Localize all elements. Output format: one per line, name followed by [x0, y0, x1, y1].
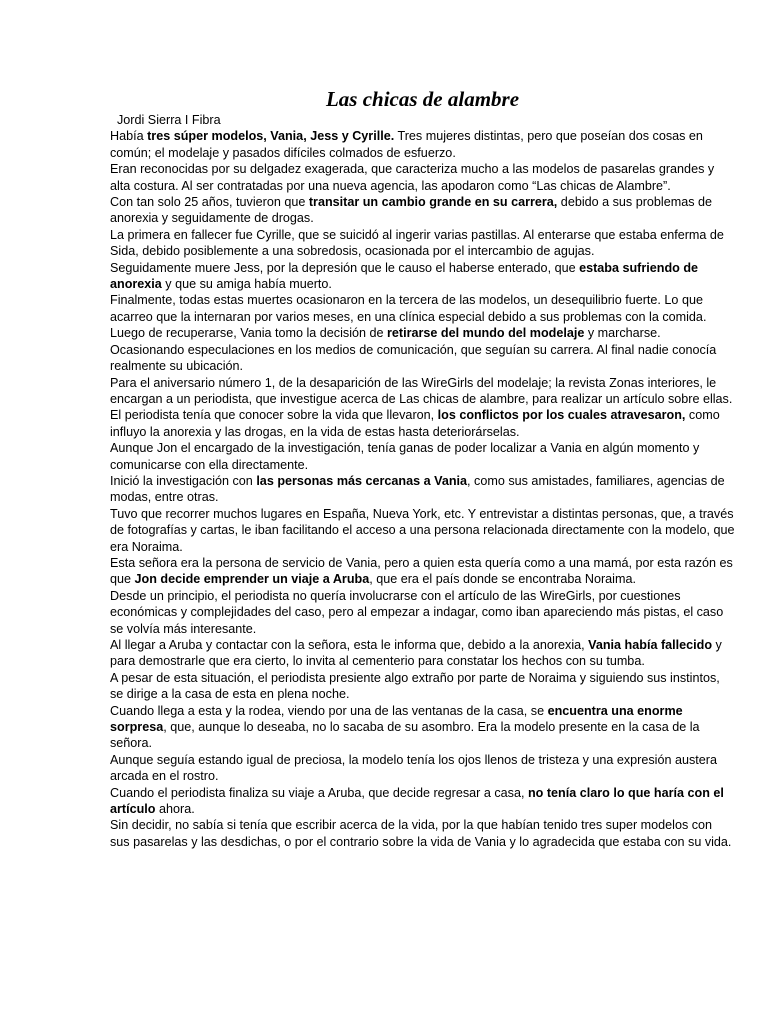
paragraph — [110, 292, 735, 325]
paragraph — [110, 260, 735, 293]
text-run: Seguidamente muere Jess, por la depresión que le causo el haberse enterado, que — [110, 260, 580, 275]
text-run: Con tan solo 25 años, tuvieron que — [110, 195, 309, 210]
text-run: debido a sus problemas de anorexia y seguidamente de drogas. — [110, 195, 713, 226]
paragraph — [110, 637, 735, 670]
bold-text: los conflictos por los cuales atravesaron, — [437, 408, 686, 423]
text-run: y que su amiga había muerto. — [161, 277, 332, 292]
text-run: Al llegar a Aruba y contactar con la señora, esta le informa que, debido a la anorexia, — [110, 638, 589, 652]
text-run: Ocasionando especulaciones en los medios de comunicación, que seguían su carrera. Al final nadie conocía realmente su ubicación. — [110, 342, 717, 374]
paragraph — [110, 588, 735, 637]
paragraph — [110, 440, 735, 473]
paragraph — [110, 128, 735, 161]
text-run: Desde un principio, el periodista no quería involucrarse con el artículo de las WireGirls, por cuestiones económicas y complejidades del caso, pero al empezar a indagar, como iban apareciendo más pistas, el caso se volvía más interesante. — [110, 588, 724, 636]
text-run: , que, aunque lo deseaba, no lo sacaba de su asombro. Era la modelo presente en la casa de la señora. — [110, 720, 700, 751]
paragraph — [110, 325, 735, 341]
text-run: A pesar de esta situación, el periodista presiente algo extraño por parte de Noraima y siguiendo sus instintos, se dirige a la casa de esta en plena noche. — [110, 670, 720, 702]
document-author: Jordi Sierra I Fibra — [117, 113, 221, 127]
paragraph — [110, 670, 735, 703]
text-run: Finalmente, todas estas muertes ocasionaron en la tercera de las modelos, un desequilibrio fuerte. Lo que acarreo que la internaran por varios meses, en una clínica especial debido a sus problemas con la comida. — [110, 293, 707, 324]
text-run: Tres mujeres distintas, pero que poseían dos cosas en común; el modelaje y pasados difíciles colmados de esfuerzo. — [110, 129, 703, 160]
paragraph — [110, 227, 735, 260]
bold-text: Vania había fallecido — [588, 638, 713, 652]
paragraph — [110, 785, 735, 818]
paragraph — [110, 817, 735, 850]
bold-text: Jon decide emprender un viaje a Aruba — [134, 572, 370, 587]
paragraph — [110, 703, 735, 752]
paragraph — [110, 555, 735, 588]
document-page — [110, 86, 735, 850]
text-run: como influyo la anorexia y las drogas, en la vida de estas hasta deteriorárselas. — [110, 408, 720, 439]
text-run: Luego de recuperarse, Vania tomo la decisión de — [110, 326, 388, 341]
text-run: La primera en fallecer fue Cyrille, que se suicidó al ingerir varias pastillas. Al enterarse que estaba enferma de Sida, debido posiblemente a una sobredosis, ocasionada por el intercambio de agujas. — [110, 227, 724, 259]
paragraph — [110, 161, 735, 194]
text-run: , que era el país donde se encontraba Noraima. — [369, 572, 636, 587]
paragraph — [110, 473, 735, 506]
paragraph — [110, 194, 735, 227]
document-body — [110, 128, 735, 850]
bold-text: retirarse del mundo del modelaje — [387, 326, 585, 341]
bold-text: estaba sufriendo de anorexia — [110, 260, 699, 292]
text-run: Eran reconocidas por su delgadez exagerada, que caracteriza mucho a las modelos de pasarelas grandes y alta costura. Al ser contratadas por una nueva agencia, las apodaron como “Las chicas de Alambre”. — [110, 162, 715, 193]
paragraph — [110, 407, 735, 440]
bold-text: las personas más cercanas a Vania — [256, 473, 468, 488]
bold-text: encuentra una enorme sorpresa — [110, 703, 683, 735]
text-run: Para el aniversario número 1, de la desaparición de las WireGirls del modelaje; la revista Zonas interiores, le encargan a un periodista, que investigue acerca de Las chicas de alambre, para realizar un artículo sobre ellas. — [110, 375, 733, 406]
text-run: Esta señora era la persona de servicio de Vania, pero a quien esta quería como a una mamá, por esta razón es que — [110, 555, 733, 587]
bold-text: tres súper modelos, Vania, Jess y Cyrille. — [147, 129, 395, 144]
text-run: y para demostrarle que era cierto, lo invita al cementerio para constatar los hechos con su tumba. — [110, 638, 722, 669]
bold-text: no tenía claro lo que haría con el artículo — [110, 785, 724, 817]
text-run: ahora. — [155, 802, 195, 817]
text-run: Había — [110, 129, 148, 144]
text-run: Cuando el periodista finaliza su viaje a Aruba, que decide regresar a casa, — [110, 785, 528, 800]
paragraph — [110, 506, 735, 555]
document-title: Las chicas de alambre — [325, 87, 520, 111]
bold-text: transitar un cambio grande en su carrera, — [308, 195, 558, 210]
text-run: Inició la investigación con — [110, 473, 257, 488]
text-run: Cuando llega a esta y la rodea, viendo por una de las ventanas de la casa, se — [110, 703, 548, 718]
text-run: Sin decidir, no sabía si tenía que escribir acerca de la vida, por la que habían tenido tres super modelos con sus pasarelas y las desdichas, o por el contrario sobre la vida de Vania y lo agradecida que estaba con su vida. — [110, 818, 732, 849]
paragraph — [110, 342, 735, 375]
text-run: El periodista tenía que conocer sobre la vida que llevaron, — [110, 408, 438, 423]
text-run: y marcharse. — [584, 326, 661, 341]
text-run: Aunque Jon el encargado de la investigación, tenía ganas de poder localizar a Vania en algún momento y comunicarse con ella directamente. — [110, 441, 700, 472]
text-run: , como sus amistades, familiares, agencias de modas, entre otras. — [110, 473, 725, 505]
paragraph — [110, 752, 735, 785]
paragraph — [110, 375, 735, 408]
text-run: Tuvo que recorrer muchos lugares en España, Nueva York, etc. Y entrevistar a distintas personas, que, a través de fotografías y cartas, le iban facilitando el acceso a una persona relacionada directamente con la modelo, que era Noraima. — [110, 506, 735, 554]
text-run: Aunque seguía estando igual de preciosa, la modelo tenía los ojos llenos de tristeza y una expresión austera arcada en el rostro. — [110, 752, 717, 784]
